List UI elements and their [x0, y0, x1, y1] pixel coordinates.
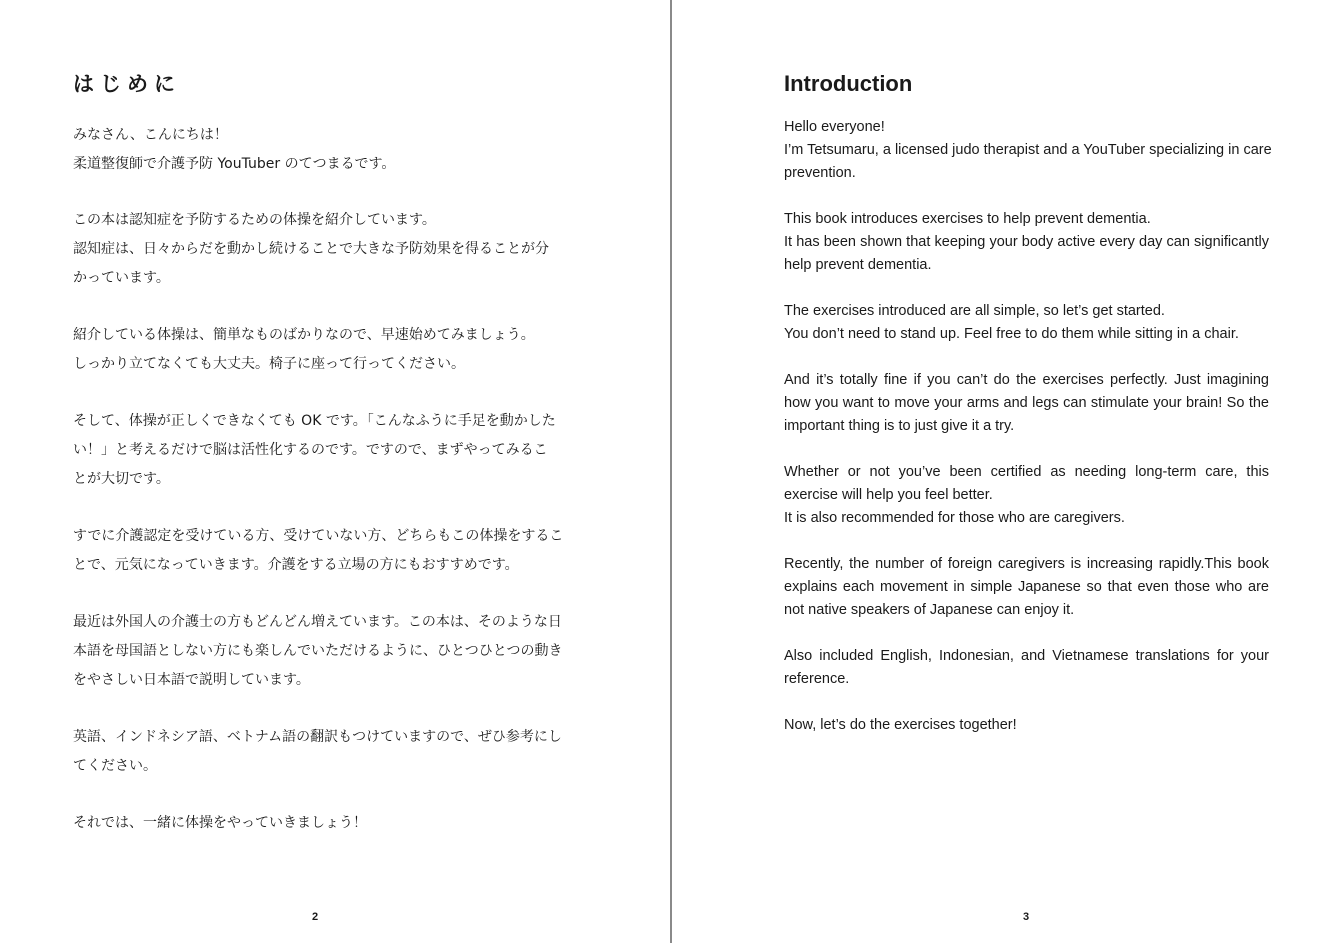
paragraph — [73, 407, 563, 494]
paragraph — [784, 714, 1269, 737]
text-line: This book introduces exercises to help prevent dementia. — [784, 211, 1151, 227]
paragraph — [784, 116, 1272, 185]
text-line: Now, let’s do the exercises together! — [784, 717, 1017, 733]
text-line: みなさん、こんにちは！ — [73, 127, 228, 143]
page-title-ja: はじめに — [73, 72, 181, 96]
text-line: それでは、一緒に体操をやっていきましょう！ — [73, 815, 367, 831]
paragraph — [784, 208, 1269, 277]
page-title-en: Introduction — [784, 71, 913, 96]
text-line: You don’t need to stand up. Feel free to do them while sitting in a chair. — [784, 326, 1239, 342]
paragraph — [73, 723, 563, 781]
text-line: help prevent dementia. — [784, 257, 932, 273]
text-line: 本語を母国語としない方にも楽しんでいただけるように、ひとつひとつの動き — [73, 643, 563, 659]
text-line: 最近は外国人の介護士の方もどんどん増えています。この本は、そのような日 — [73, 614, 562, 630]
text-line: すでに介護認定を受けている方、受けていない方、どちらもこの体操をするこ — [73, 528, 563, 544]
text-line: この本は認知症を予防するための体操を紹介しています。 — [73, 212, 436, 228]
text-line: そして、体操が正しくできなくても OK です。「こんなふうに手足を動かした — [73, 413, 556, 429]
paragraph — [784, 553, 1269, 622]
text-line: をやさしい日本語で説明しています。 — [73, 672, 310, 688]
text-line: い！」と考えるだけで脳は活性化するのです。ですので、まずやってみるこ — [73, 442, 548, 458]
text-line: Recently, the number of foreign caregivers is increasing rapidly.This book — [784, 556, 1269, 572]
text-line: Whether or not you’ve been certified as needing long-term care, this — [784, 464, 1269, 480]
text-line: とで、元気になっていきます。介護をする立場の方にもおすすめです。 — [73, 557, 519, 573]
paragraph — [784, 645, 1269, 691]
text-line: It has been shown that keeping your body active every day can significantly — [784, 234, 1269, 250]
text-line: how you want to move your arms and legs can stimulate your brain! So the — [784, 395, 1269, 411]
text-line: It is also recommended for those who are caregivers. — [784, 510, 1125, 526]
page-right-english — [672, 0, 1342, 943]
text-line: explains each movement in simple Japanese so that even those who are — [784, 579, 1269, 595]
text-line: Hello everyone! — [784, 119, 885, 135]
text-line: 英語、インドネシア語、ベトナム語の翻訳もつけていますので、ぜひ参考にし — [73, 729, 562, 745]
text-line: not native speakers of Japanese can enjoy it. — [784, 602, 1075, 618]
paragraph — [784, 300, 1269, 346]
body-text-ja — [73, 121, 563, 866]
paragraph — [73, 809, 563, 838]
page-number: 3 — [1022, 911, 1030, 923]
text-line: かっています。 — [73, 270, 170, 286]
text-line: 柔道整復師で介護予防 YouTuber のてつまるです。 — [73, 155, 396, 172]
page-left-japanese — [0, 0, 670, 943]
text-line: とが大切です。 — [73, 471, 170, 487]
text-line: I’m Tetsumaru, a licensed judo therapist and a YouTuber specializing in care — [784, 142, 1272, 158]
text-line: 認知症は、日々からだを動かし続けることで大きな予防効果を得ることが分 — [73, 241, 549, 257]
text-line: exercise will help you feel better. — [784, 487, 993, 503]
text-line: Also included English, Indonesian, and Vietnamese translations for your — [784, 648, 1269, 664]
paragraph — [784, 461, 1269, 530]
paragraph — [73, 321, 563, 379]
paragraph — [73, 522, 563, 580]
text-line: reference. — [784, 671, 850, 687]
paragraph — [784, 369, 1269, 438]
paragraph — [73, 206, 563, 293]
paragraph — [73, 121, 563, 178]
text-line: 紹介している体操は、簡単なものばかりなので、早速始めてみましょう。 — [73, 327, 535, 343]
paragraph — [73, 608, 563, 695]
text-line: And it’s totally fine if you can’t do the exercises perfectly. Just imagining — [784, 372, 1269, 388]
text-line: important thing is to just give it a try. — [784, 418, 1015, 434]
text-line: The exercises introduced are all simple, so let’s get started. — [784, 303, 1165, 319]
text-line: prevention. — [784, 165, 856, 181]
page-number: 2 — [311, 911, 319, 923]
text-line: しっかり立てなくても大丈夫。椅子に座って行ってください。 — [73, 356, 465, 372]
body-text-en — [784, 116, 1272, 760]
text-line: てください。 — [73, 758, 157, 774]
